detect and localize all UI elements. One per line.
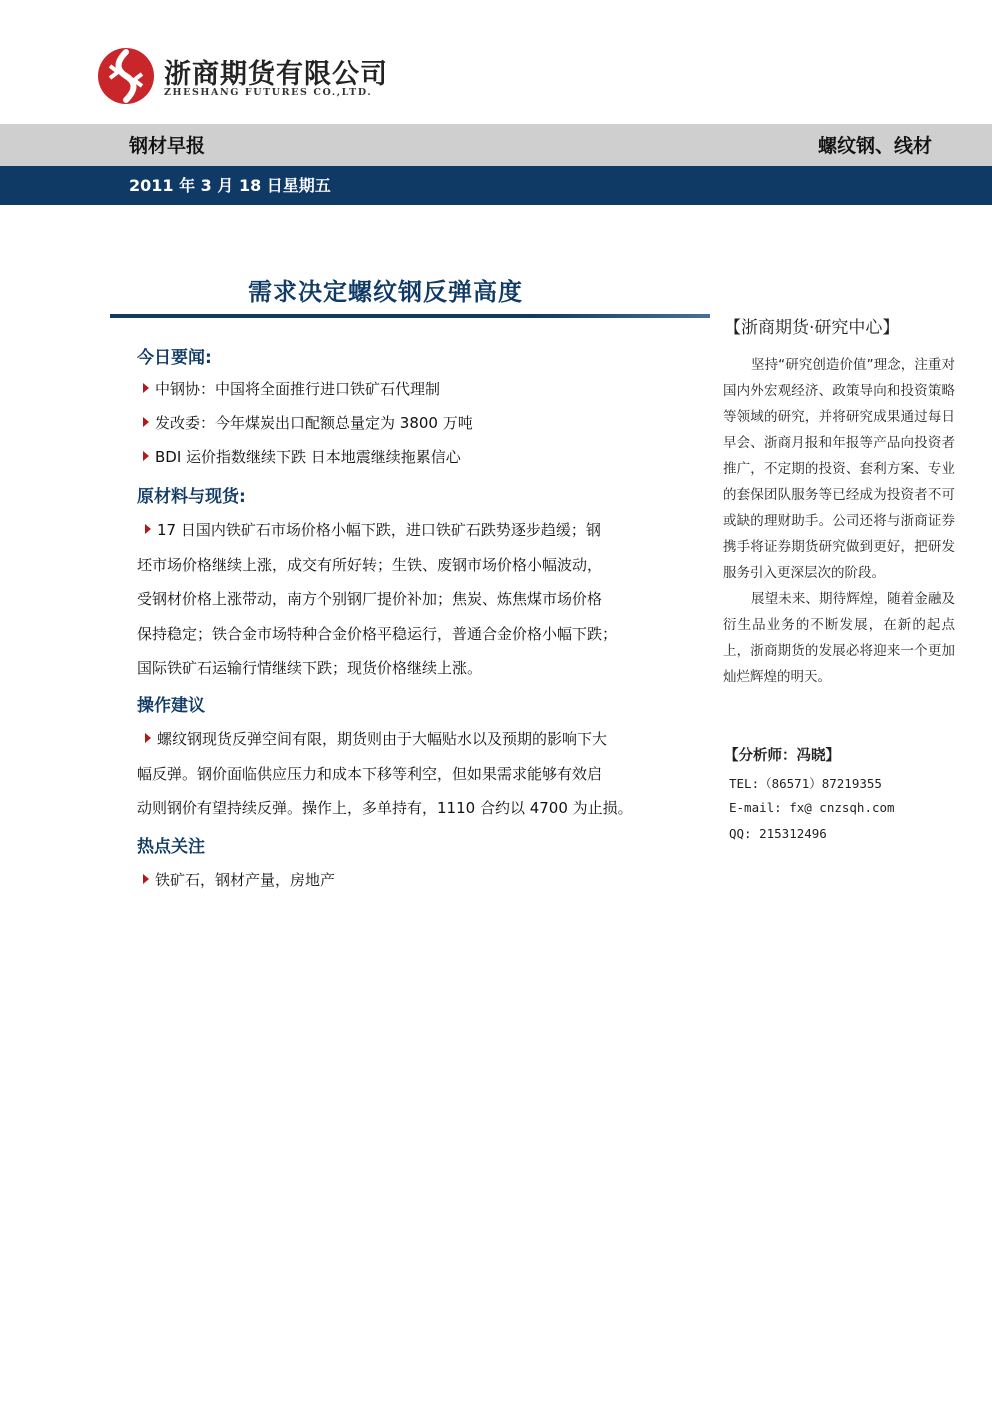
bullet-arrow-icon bbox=[143, 451, 149, 461]
sidebar-paragraph: 展望未来、期待辉煌，随着金融及衍生品业务的不断发展，在新的起点上，浙商期货的发展必将迎来一个更加灿烂辉煌的明天。 bbox=[723, 591, 955, 685]
company-name-en: ZHESHANG FUTURES CO.,LTD. bbox=[164, 87, 373, 98]
report-products: 螺纹钢、线材 bbox=[817, 135, 932, 157]
advice-paragraph: 螺纹钢现货反弹空间有限，期货则由于大幅贴水以及预期的影响下大 幅反弹。钢价面临供应压力和成本下移等利空，但如果需求能够有效启 动则钢价有望持续反弹。操作上，多单持有，1110 合约以 4700 为止损。 bbox=[137, 730, 633, 817]
analyst-email[interactable]: E-mail: fx@ cnzsqh.com bbox=[729, 800, 895, 815]
news-item: 发改委：今年煤炭出口配额总量定为 3800 万吨 bbox=[143, 412, 473, 433]
page-title: 需求决定螺纹钢反弹高度 bbox=[248, 278, 523, 306]
report-date: 2011 年 3 月 18 日星期五 bbox=[129, 176, 331, 195]
company-logo-icon bbox=[96, 46, 156, 106]
analyst-qq: QQ: 215312496 bbox=[729, 826, 827, 841]
bullet-arrow-icon bbox=[143, 874, 149, 884]
analyst-tel: TEL:（86571）87219355 bbox=[729, 776, 882, 791]
analyst-heading: 【分析师：冯晓】 bbox=[724, 748, 840, 764]
bullet-arrow-icon bbox=[143, 417, 149, 427]
materials-paragraph: 17 日国内铁矿石市场价格小幅下跌，进口铁矿石跌势逐步趋缓；钢 坯市场价格继续上涨，成交有所好转；生铁、废钢市场价格小幅波动， 受钢材价格上涨带动，南方个别钢厂提价补加；焦炭、炼焦煤市场价格 保持稳定；铁合金市场特种合金价格平稳运行，普通合金价格小幅下跌； 国际铁矿石运输行情继续下跌；现货价格继续上涨。 bbox=[137, 521, 618, 677]
sidebar-heading: 【浙商期货·研究中心】 bbox=[724, 318, 900, 338]
title-divider bbox=[110, 314, 710, 318]
bullet-arrow-icon bbox=[145, 733, 151, 743]
section-heading-materials: 原材料与现货: bbox=[137, 487, 246, 507]
hotspot-item: 铁矿石，钢材产量，房地产 bbox=[143, 869, 335, 890]
sidebar-intro bbox=[723, 352, 955, 690]
section-heading-advice: 操作建议 bbox=[137, 696, 205, 716]
bullet-arrow-icon bbox=[145, 524, 151, 534]
news-item: 中钢协：中国将全面推行进口铁矿石代理制 bbox=[143, 378, 440, 399]
news-item: BDI 运价指数继续下跌 日本地震继续拖累信心 bbox=[143, 446, 461, 467]
sidebar-paragraph: 坚持“研究创造价值”理念，注重对国内外宏观经济、政策导向和投资策略等领域的研究，并将研究成果通过每日早会、浙商月报和年报等产品向投资者推广，不定期的投资、套利方案、专业的套保团队服务等已经成为投资者不可或缺的理财助手。公司还将与浙商证券携手将证券期货研究做到更好，把研发服务引入更深层次的阶段。 bbox=[723, 357, 955, 581]
report-type: 钢材早报 bbox=[129, 135, 206, 157]
bullet-arrow-icon bbox=[143, 383, 149, 393]
company-name-cn: 浙商期货有限公司 bbox=[164, 59, 388, 90]
section-heading-hotspots: 热点关注 bbox=[137, 837, 205, 857]
section-heading-news: 今日要闻: bbox=[137, 348, 212, 368]
